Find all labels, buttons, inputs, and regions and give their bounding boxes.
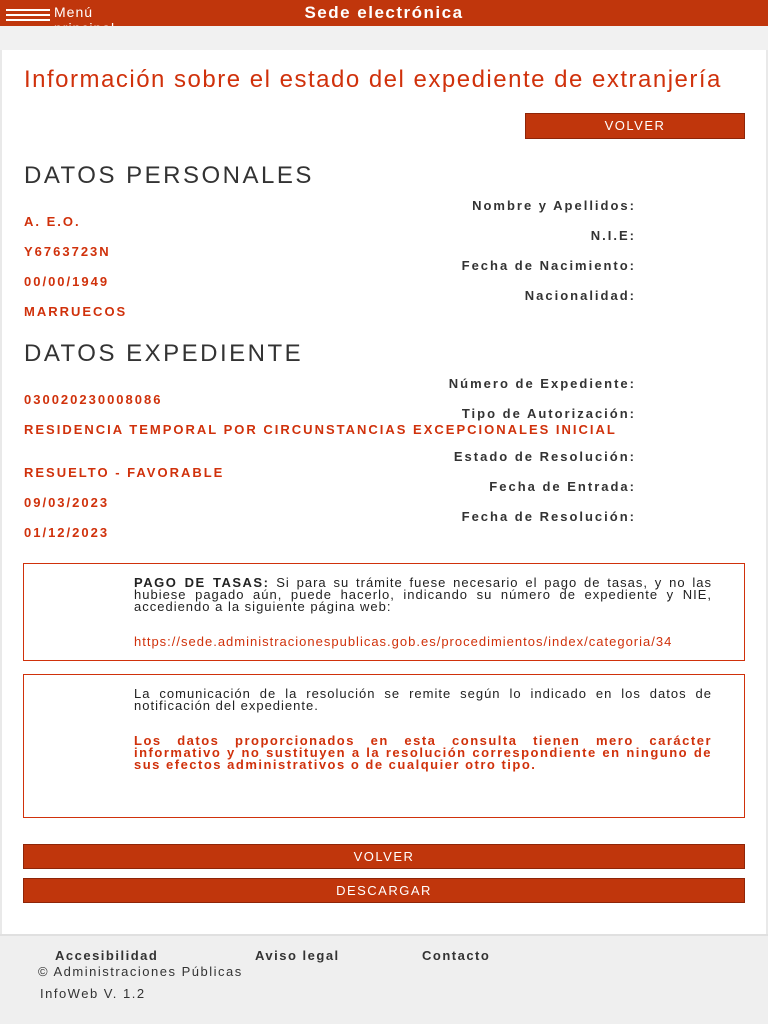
value-numero-expediente: 030020230008086 bbox=[24, 392, 163, 407]
value-fecha-entrada: 09/03/2023 bbox=[24, 495, 110, 510]
notice-text: La comunicación de la resolución se remite según lo indicado en los datos de notificación del expediente. bbox=[134, 686, 712, 713]
tasas-description: Si para su trámite fuese necesario el pago de tasas, y no las hubiese pagado aún, puede hacerlo, indicando su número de expediente y NIE, accediendo a la siguiente página web: bbox=[134, 575, 712, 614]
footer bbox=[0, 934, 768, 1024]
header-strip bbox=[0, 26, 768, 50]
value-nie: Y6763723N bbox=[24, 244, 111, 259]
site-title: Sede electrónica bbox=[304, 3, 464, 22]
descargar-button[interactable]: DESCARGAR bbox=[23, 878, 745, 903]
footer-copyright: © Administraciones Públicas bbox=[38, 964, 243, 979]
value-tipo-autorizacion: RESIDENCIA TEMPORAL POR CIRCUNSTANCIAS EXCEPCIONALES INICIAL bbox=[24, 422, 617, 437]
label-numero-expediente: Número de Expediente: bbox=[448, 376, 636, 391]
top-bar bbox=[0, 0, 768, 26]
label-tipo-autorizacion: Tipo de Autorización: bbox=[461, 406, 636, 421]
label-fecha-resolucion: Fecha de Resolución: bbox=[461, 509, 636, 524]
label-nie: N.I.E: bbox=[590, 228, 636, 243]
tasas-text bbox=[134, 577, 712, 613]
label-nombre: Nombre y Apellidos: bbox=[472, 198, 636, 213]
value-nacionalidad: MARRUECOS bbox=[24, 304, 128, 319]
disclaimer-text: Los datos proporcionados en esta consulta tienen mero carácter informativo y no sustituyen a la resolución correspondiente en ninguno de sus efectos administrativos o de cualquier otro tipo. bbox=[134, 733, 712, 772]
volver-bottom-button[interactable]: VOLVER bbox=[23, 844, 745, 869]
value-nombre: A. E.O. bbox=[24, 214, 81, 229]
footer-version: InfoWeb V. 1.2 bbox=[40, 986, 146, 1001]
main-menu-label: Menú bbox=[54, 4, 94, 20]
expediente-heading: DATOS EXPEDIENTE bbox=[24, 340, 304, 367]
footer-link-accesibilidad[interactable]: Accesibilidad bbox=[55, 948, 159, 963]
label-nacionalidad: Nacionalidad: bbox=[524, 288, 636, 303]
tasas-link[interactable]: https://sede.administracionespublicas.gob.es/procedimientos/index/categoria/34 bbox=[134, 634, 673, 649]
footer-link-aviso-legal[interactable]: Aviso legal bbox=[255, 948, 340, 963]
value-estado-resolucion: RESUELTO - FAVORABLE bbox=[24, 465, 225, 480]
label-estado-resolucion: Estado de Resolución: bbox=[453, 449, 636, 464]
volver-top-button[interactable]: VOLVER bbox=[525, 113, 745, 139]
value-fecha-resolucion: 01/12/2023 bbox=[24, 525, 110, 540]
label-fecha-nacimiento: Fecha de Nacimiento: bbox=[461, 258, 636, 273]
tasas-link-clip bbox=[134, 634, 768, 650]
personal-data-heading: DATOS PERSONALES bbox=[24, 162, 314, 189]
value-fecha-nacimiento: 00/00/1949 bbox=[24, 274, 110, 289]
label-fecha-entrada: Fecha de Entrada: bbox=[489, 479, 636, 494]
tasas-title: PAGO DE TASAS: bbox=[134, 575, 270, 590]
page-title: Información sobre el estado del expediente de extranjería bbox=[24, 66, 722, 93]
footer-link-contacto[interactable]: Contacto bbox=[422, 948, 491, 963]
